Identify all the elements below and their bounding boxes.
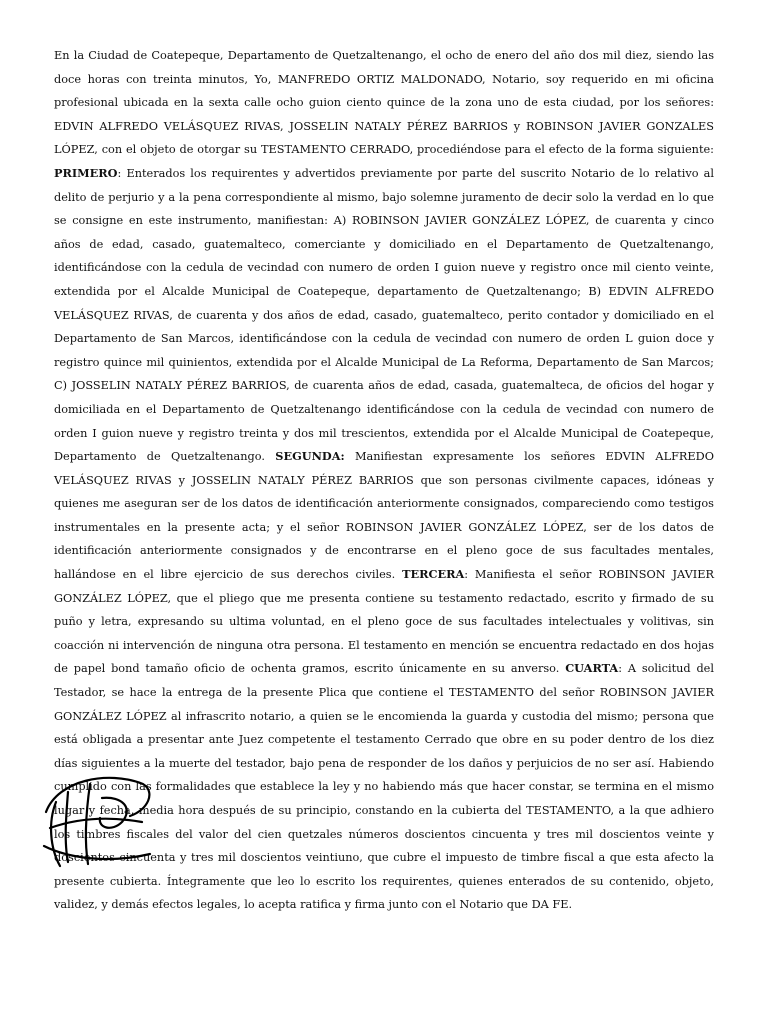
- clause-heading-primero: PRIMERO: [54, 165, 118, 180]
- text-clause-tercera: : Manifiesta el señor ROBINSON JAVIER GONZÁLEZ LÓPEZ, que el pliego que me presenta contiene su testamento redactado, escrito y firmado de su puño y letra, expresando su ultima voluntad, en el pleno goce de sus facultades intelectuales y volitivas, sin coacción ni intervención de ninguna otra persona. El testamento en mención se encuentra redactado en dos hojas de papel bond tamaño oficio de ochenta gramos, escrito únicamente en su anverso.: [54, 568, 715, 676]
- document-paragraph: [54, 44, 714, 917]
- clause-heading-tercera: TERCERA: [402, 567, 465, 582]
- clause-heading-segunda: SEGUNDA:: [275, 449, 345, 464]
- document-body: [54, 44, 714, 917]
- text-clause-primero: : Enterados los requirentes y advertidos previamente por parte del suscrito Notario de lo relativo al delito de perjurio y a la pena correspondiente al mismo, bajo solemne juramento de decir solo la verdad en lo que se consigne en este instrumento, manifiestan: A) ROBINSON JAVIER GONZÁLEZ LÓPEZ, de cuarenta y cinco años de edad, casado, guatemalteco, comerciante y domiciliado en el Departamento de Quetzaltenango, identificándose con la cedula de vecindad con numero de orden I guion nueve y registro once mil ciento veinte, extendida por el Alcalde Municipal de Coatepeque, departamento de Quetzaltenango; B) EDVIN ALFREDO VELÁSQUEZ RIVAS, de cuarenta y dos años de edad, casado, guatemalteco, perito contador y domiciliado en el Departamento de San Marcos, identificándose con la cedula de vecindad con numero de orden L guion doce y registro quince mil quinientos, extendida por el Alcalde Municipal de La Reforma, Departamento de San Marcos; C) JOSSELIN NATALY PÉREZ BARRIOS, de cuarenta años de edad, casada, guatemalteca, de oficios del hogar y domiciliada en el Departamento de Quetzaltenango identificándose con la cedula de vecindad con numero de orden I guion nueve y registro treinta y dos mil trescientos, extendida por el Alcalde Municipal de Coatepeque, Departamento de Quetzaltenango.: [54, 166, 714, 464]
- text-clause-cuarta: : A solicitud del Testador, se hace la entrega de la presente Plica que contiene el TESTAMENTO del señor ROBINSON JAVIER GONZÁLEZ LÓPEZ al infrascrito notario, a quien se le encomienda la guarda y custodia del mismo; persona que está obligada a presentar ante Juez competente el testamento Cerrado que obre en su poder dentro de los diez días siguientes a la muerte del testador, bajo pena de responder de los daños y perjuicios de no ser así. Habiendo cumplido con las formalidades que establece la ley y no habiendo más que hacer constar, se termina en el mismo lugar y fecha, media hora después de su principio, constando en la cubierta del TESTAMENTO, a la que adhiero los timbres fiscales del valor del cien quetzales números doscientos cincuenta y tres mil doscientos veinte y doscientos cincuenta y tres mil doscientos veintiuno, que cubre el impuesto de timbre fiscal a que esta afecto la presente cubierta. Íntegramente que leo lo escrito los requirentes, quienes enterados de su contenido, objeto, validez, y demás efectos legales, lo acepta ratifica y firma junto con el Notario que DA FE.: [54, 662, 714, 912]
- text-clause-segunda: Manifiestan expresamente los señores EDVIN ALFREDO VELÁSQUEZ RIVAS y JOSSELIN NATALY PÉREZ BARRIOS que son personas civilmente capaces, idóneas y quienes me aseguran ser de los datos de identificación anteriormente consignados, compareciendo como testigos instrumentales en la presente acta; y el señor ROBINSON JAVIER GONZÁLEZ LÓPEZ, ser de los datos de identificación anteriormente consignados y de encontrarse en el pleno goce de sus facultades mentales, hallándose en el libre ejercicio de sus derechos civiles.: [54, 450, 714, 582]
- clause-heading-cuarta: CUARTA: [565, 661, 619, 676]
- text-intro: En la Ciudad de Coatepeque, Departamento de Quetzaltenango, el ocho de enero del año dos mil diez, siendo las doce horas con treinta minutos, Yo, MANFREDO ORTIZ MALDONADO, Notario, soy requerido en mi oficina profesional ubicada en la sexta calle ocho guion ciento quince de la zona uno de esta ciudad, por los señores: EDVIN ALFREDO VELÁSQUEZ RIVAS, JOSSELIN NATALY PÉREZ BARRIOS y ROBINSON JAVIER GONZALES LÓPEZ, con el objeto de otorgar su TESTAMENTO CERRADO, procediéndose para el efecto de la forma siguiente:: [54, 49, 714, 157]
